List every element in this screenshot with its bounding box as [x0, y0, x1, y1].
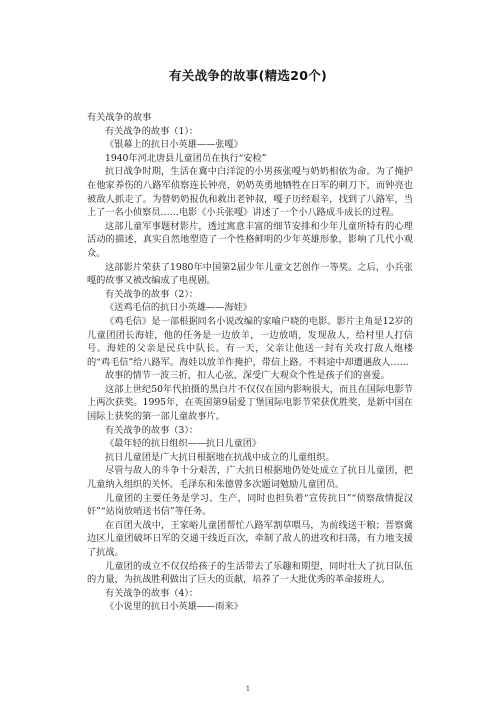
document-title: 有关战争的故事(精选20个): [168, 68, 328, 83]
paragraph: 尽管与敌人的斗争十分艰苦，广大抗日根据地仍处处成立了抗日儿童团，把儿童纳入组织的关怀。毛泽东和朱德曾多次题词勉励儿童团员。: [87, 465, 413, 491]
paragraph: 有关战争的故事（1）：: [105, 125, 199, 137]
paragraph: 有关战争的故事（4）：: [105, 587, 199, 599]
page-number: 1: [245, 685, 251, 693]
paragraph: 抗日儿童团是广大抗日根据地在抗战中成立的儿童组织。: [105, 451, 335, 463]
paragraph: 《送鸡毛信的抗日小英雄——海娃》: [105, 302, 252, 314]
paragraph: 《最年轻的抗日组织——抗日儿童团》: [105, 438, 262, 450]
paragraph: 儿童团的主要任务是学习、生产，同时也担负着“宣传抗日”“侦察敌情捉汉奸”“站岗放哨送书信”等任务。: [87, 492, 413, 518]
paragraph: 故事的情节一波三折，扣人心弦，深受广大观众个性是孩子们的喜爱。: [105, 370, 390, 382]
paragraph: 《鸡毛信》是一部根据同名小说改编的家喻户晓的电影。影片主角是12岁的儿童团团长海娃，他的任务是一边放羊，一边放哨，发现敌人，给村里人打信号。海娃的父亲是民兵中队长。有一天，父亲让他送一封有关攻打敌人炮楼的“鸡毛信”给八路军。海娃以放羊作掩护，带信上路。不料途中却遭遇敌人……: [87, 315, 413, 368]
paragraph: 在百团大战中，王家峪儿童团帮忙八路军割草喂马，为前线送干粮；晋察冀边区儿童团破坏日军的交通干线近百次，牵制了敌人的进攻和扫荡，有力地支援了抗战。: [87, 519, 413, 558]
paragraph: 有关战争的故事（2）：: [105, 288, 199, 300]
paragraph: 抗日战争时期，生活在冀中白洋淀的小男孩张嘎与奶奶相依为命。为了掩护在他家养伤的八路军侦察连长钟亮，奶奶英勇地牺牲在日军的刺刀下，而钟亮也被敌人抓走了。为替奶奶报仇和救出老钟叔，嘎子历经艰辛，找到了八路军，当上了一名小侦察员……电影《小兵张嘎》讲述了一个小八路成斗成长的过程。: [87, 166, 413, 219]
paragraph: 这部上世纪50年代拍摄的黑白片不仅仅在国内影响很大，而且在国际电影节上两次获奖。1995年，在英国第9届爱丁堡国际电影节荣获优胜奖，是新中国在国际上获奖的第一部儿童故事片。: [87, 383, 413, 423]
document-body: [87, 111, 413, 614]
paragraph: 有关战争的故事: [87, 112, 152, 123]
paragraph: 《小说里的抗日小英雄——雨来》: [105, 601, 243, 613]
paragraph: 《银幕上的抗日小英雄——张嘎》: [105, 139, 243, 151]
paragraph: 这部影片荣获了1980年中国第2届少年儿童文艺创作一等奖。之后，小兵张嘎的故事又被改编成了电视剧。: [87, 261, 413, 287]
paragraph: 有关战争的故事（3）：: [105, 424, 199, 436]
paragraph: 1940年河北唐县儿童团员在执行“安检”: [105, 152, 267, 164]
paragraph: 儿童团的成立不仅仅给孩子的生活带去了乐趣和期望，同时壮大了抗日队伍的力量，为抗战胜利做出了巨大的贡献，培养了一大批优秀的革命接班人。: [87, 560, 413, 586]
paragraph: 这部儿童军事题材影片，透过寓意丰富的细节安排和少年儿童所特有的心理活动的描述，真实自然地塑造了一个性格鲜明的少年英雄形象，影响了几代小观众。: [87, 220, 413, 259]
